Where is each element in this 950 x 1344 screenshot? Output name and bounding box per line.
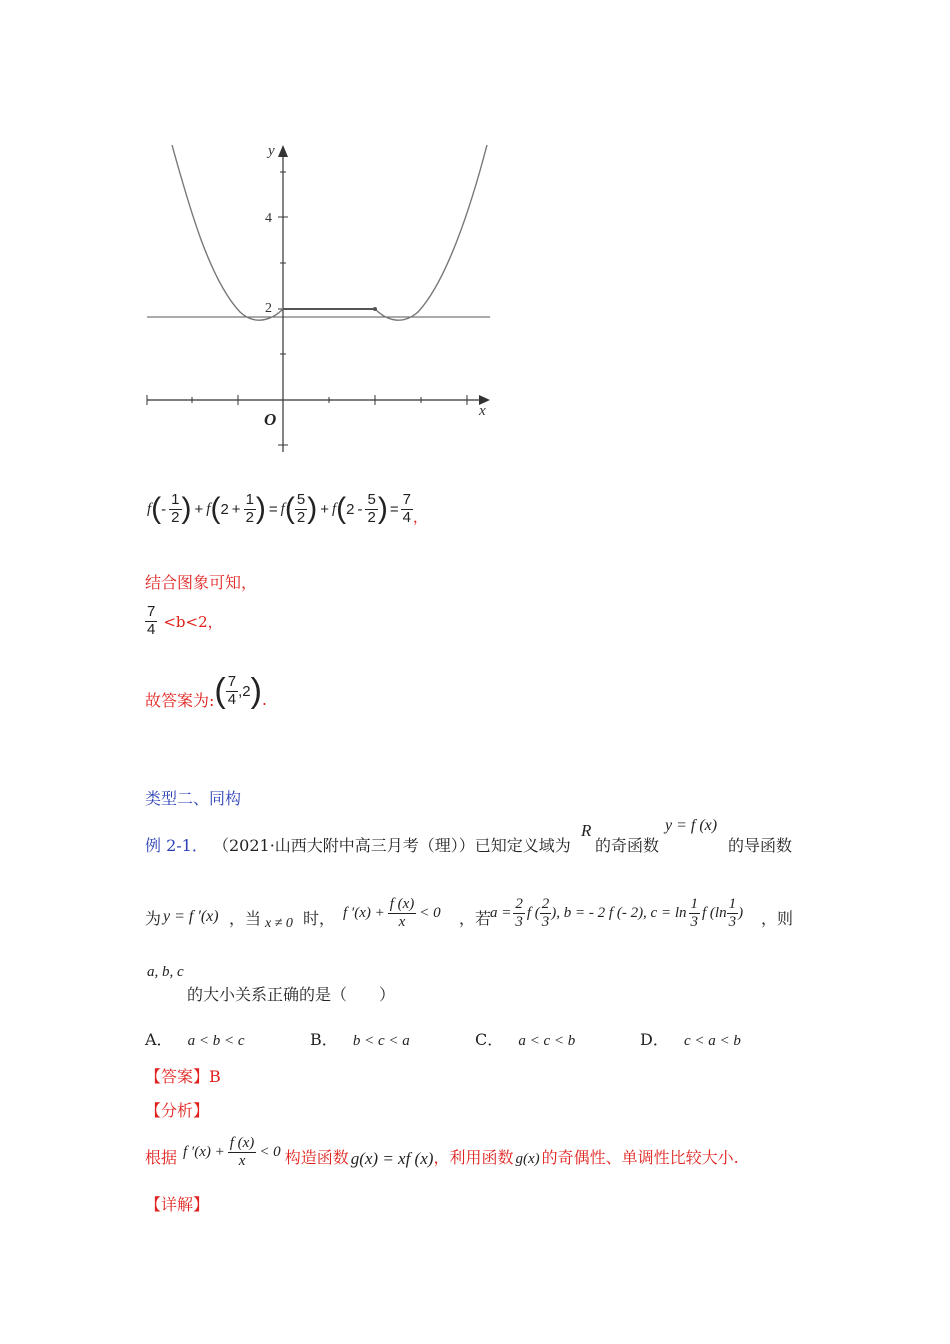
eq-paren-open-1: (: [151, 492, 162, 525]
option-d[interactable]: D． c < a < b: [640, 1030, 741, 1049]
equation-line: f ( - $\frac{1}{2}$ ) + f ( 2 + $\frac{1}{2}$ ) = f ( $\frac{5}{2}$ ) + f ( 2 - $\frac{5}{2}$ ) = $\frac{7}{4}$ ，: [147, 491, 428, 526]
analysis-line: 根据 f ′(x) + $\frac{f (x)}{x}$ < 0 构造函数 g(x) = xf (x) ，利用函数 g(x) 的奇偶性、单调性比较大小.: [145, 1135, 739, 1169]
derivative-inequality: f ′(x) + $\frac{f (x)}{x}$ < 0: [343, 896, 441, 930]
abc-vars: a, b, c: [147, 964, 184, 980]
frac-five-half-1: $\frac{5}{2}$: [296, 491, 306, 526]
option-c[interactable]: C． a < c < b: [475, 1030, 576, 1049]
frac-one-half-2: $\frac{1}{2}$: [245, 491, 254, 526]
answer-line-final: 【答案】B: [145, 1067, 221, 1086]
frac-seven-quarter: $\frac{7}{4}$: [402, 491, 411, 526]
combine-text: 结合图象可知，: [145, 573, 258, 592]
y-eq-fprime-x: y = f ′(x): [163, 908, 219, 925]
example-line-2: 为 y = f ′(x) ，当 x ≠ 0 时， f ′(x) + $\frac{f (x)}{x}$ < 0 ，若 a = $\frac{2}{3}$ f ( $\frac{2}{3}$ ), b = - 2 f (- 2), c = ln $\frac{1}{3}$ f (ln $\frac{1}{3}$ ) ，则: [145, 890, 805, 938]
frac-five-half-2: $\frac{5}{2}$: [367, 491, 376, 526]
y-axis-arrow-icon: [278, 145, 288, 157]
frac-seven-quarter-2: $\frac{7}{4}$: [147, 603, 156, 638]
function-graph: [140, 138, 500, 458]
detail-tag: 【详解】: [145, 1195, 210, 1214]
analysis-tag: 【分析】: [145, 1101, 210, 1120]
option-a[interactable]: A． a < b < c: [145, 1030, 245, 1049]
y-eq-fx: y = f (x): [665, 817, 718, 834]
x-axis-label: x: [479, 403, 486, 419]
analysis-inequality: f ′(x) + $\frac{f (x)}{x}$ < 0: [183, 1135, 281, 1169]
tick-label-2: 2: [265, 301, 272, 316]
section-heading: 类型二、同构: [145, 789, 242, 808]
option-b[interactable]: B． b < c < a: [310, 1030, 410, 1049]
eq-f1: f: [147, 500, 152, 517]
g-def: g(x) = xf (x): [350, 1149, 434, 1168]
y-axis-label: y: [268, 143, 275, 159]
x-neq-0: x ≠ 0: [265, 916, 293, 931]
frac-one-half-1: $\frac{1}{2}$: [171, 491, 180, 526]
frac-seven-quarter-3: $\frac{7}{4}$: [227, 673, 237, 708]
domain-R: R: [581, 821, 592, 840]
example-source: （2021·山西大附中高三月考（理））已知定义域为: [213, 836, 571, 855]
example-line-1: 例 2-1． （2021·山西大附中高三月考（理））已知定义域为 R 的奇函数 y = f (x) 的导函数: [145, 817, 793, 855]
endpoint-dot: [373, 307, 377, 311]
tick-label-4: 4: [265, 211, 272, 226]
answer-line: 故答案为: ( $\frac{7}{4}$ ,2 ) .: [145, 671, 268, 710]
inequality-line: $\frac{7}{4}$ <b<2，: [147, 603, 223, 638]
function-curve: [172, 145, 487, 320]
gx-ref: g(x): [515, 1150, 540, 1167]
abc-definitions: a = $\frac{2}{3}$ f ( $\frac{2}{3}$ ), b = - 2 f (- 2), c = ln $\frac{1}{3}$ f (ln $\frac{1}{3}$ ): [490, 896, 744, 930]
example-label: 例 2-1．: [145, 836, 208, 855]
example-line-3: a, b, c 的大小关系正确的是（ ）: [147, 964, 396, 1004]
origin-label: O: [264, 410, 277, 429]
